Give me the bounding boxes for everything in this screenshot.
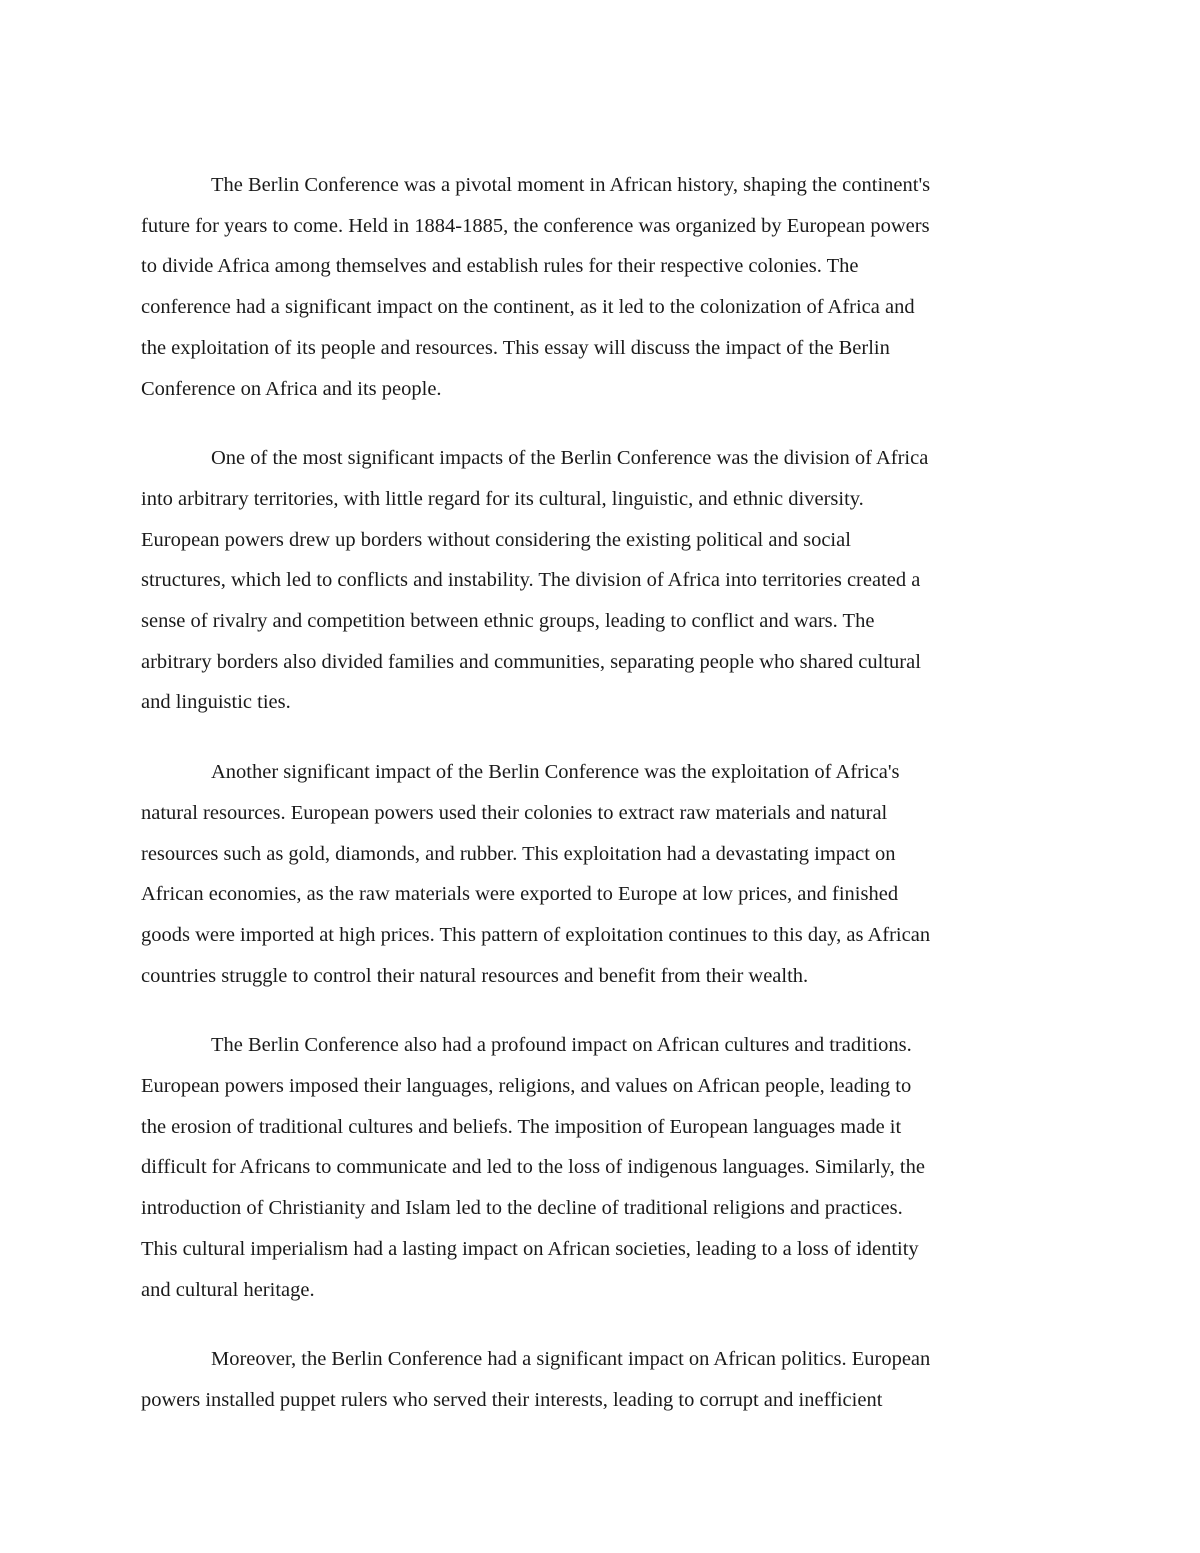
paragraph-line: Conference on Africa and its people. — [141, 377, 442, 400]
paragraph-line: The Berlin Conference was a pivotal moment in African history, shaping the continent's — [211, 174, 931, 196]
paragraph-line: difficult for Africans to communicate and led to the loss of indigenous languages. Similarly, the — [141, 1156, 925, 1179]
paragraph-division — [141, 438, 1061, 723]
paragraph-line: introduction of Christianity and Islam led to the decline of traditional religions and practices. — [141, 1197, 903, 1220]
paragraph-line: Another significant impact of the Berlin Conference was the exploitation of Africa's — [211, 761, 900, 784]
essay-body — [141, 165, 1061, 1450]
paragraph-line: the erosion of traditional cultures and beliefs. The imposition of European languages made it — [141, 1115, 902, 1138]
paragraph-line: and cultural heritage. — [141, 1278, 315, 1301]
paragraph-politics — [141, 1339, 1061, 1420]
paragraph-line: and linguistic ties. — [141, 691, 291, 714]
paragraph-culture — [141, 1025, 1061, 1310]
paragraph-line: the exploitation of its people and resources. This essay will discuss the impact of the Berlin — [141, 336, 890, 359]
paragraph-line: The Berlin Conference also had a profound impact on African cultures and traditions. — [211, 1034, 912, 1057]
paragraph-line: European powers imposed their languages, religions, and values on African people, leading to — [141, 1075, 912, 1098]
paragraph-line: countries struggle to control their natural resources and benefit from their wealth. — [141, 964, 809, 987]
paragraph-resources — [141, 752, 1061, 996]
paragraph-line: One of the most significant impacts of the Berlin Conference was the division of Africa — [211, 447, 929, 470]
paragraph-line: goods were imported at high prices. This pattern of exploitation continues to this day, as African — [141, 923, 931, 946]
paragraph-line: African economies, as the raw materials were exported to Europe at low prices, and finished — [141, 883, 899, 906]
paragraph-line: to divide Africa among themselves and establish rules for their respective colonies. The — [141, 255, 859, 278]
paragraph-line: structures, which led to conflicts and instability. The division of Africa into territories created a — [141, 569, 921, 592]
paragraph-line: future for years to come. Held in 1884-1885, the conference was organized by European powers — [141, 214, 930, 237]
paragraph-line: European powers drew up borders without considering the existing political and social — [141, 528, 851, 551]
paragraph-line: natural resources. European powers used their colonies to extract raw materials and natural — [141, 801, 888, 824]
paragraph-line: powers installed puppet rulers who served their interests, leading to corrupt and inefficient — [141, 1388, 883, 1411]
paragraph-line: sense of rivalry and competition between ethnic groups, leading to conflict and wars. The — [141, 610, 875, 633]
paragraph-line: arbitrary borders also divided families and communities, separating people who shared cultural — [141, 650, 921, 673]
paragraph-line: Moreover, the Berlin Conference had a significant impact on African politics. European — [211, 1348, 931, 1371]
paragraph-line: conference had a significant impact on the continent, as it led to the colonization of Africa and — [141, 296, 915, 319]
paragraph-intro — [141, 165, 1061, 409]
paragraph-line: resources such as gold, diamonds, and rubber. This exploitation had a devastating impact on — [141, 842, 896, 865]
paragraph-line: into arbitrary territories, with little regard for its cultural, linguistic, and ethnic diversity. — [141, 487, 864, 510]
paragraph-line: This cultural imperialism had a lasting impact on African societies, leading to a loss of identity — [141, 1237, 919, 1260]
